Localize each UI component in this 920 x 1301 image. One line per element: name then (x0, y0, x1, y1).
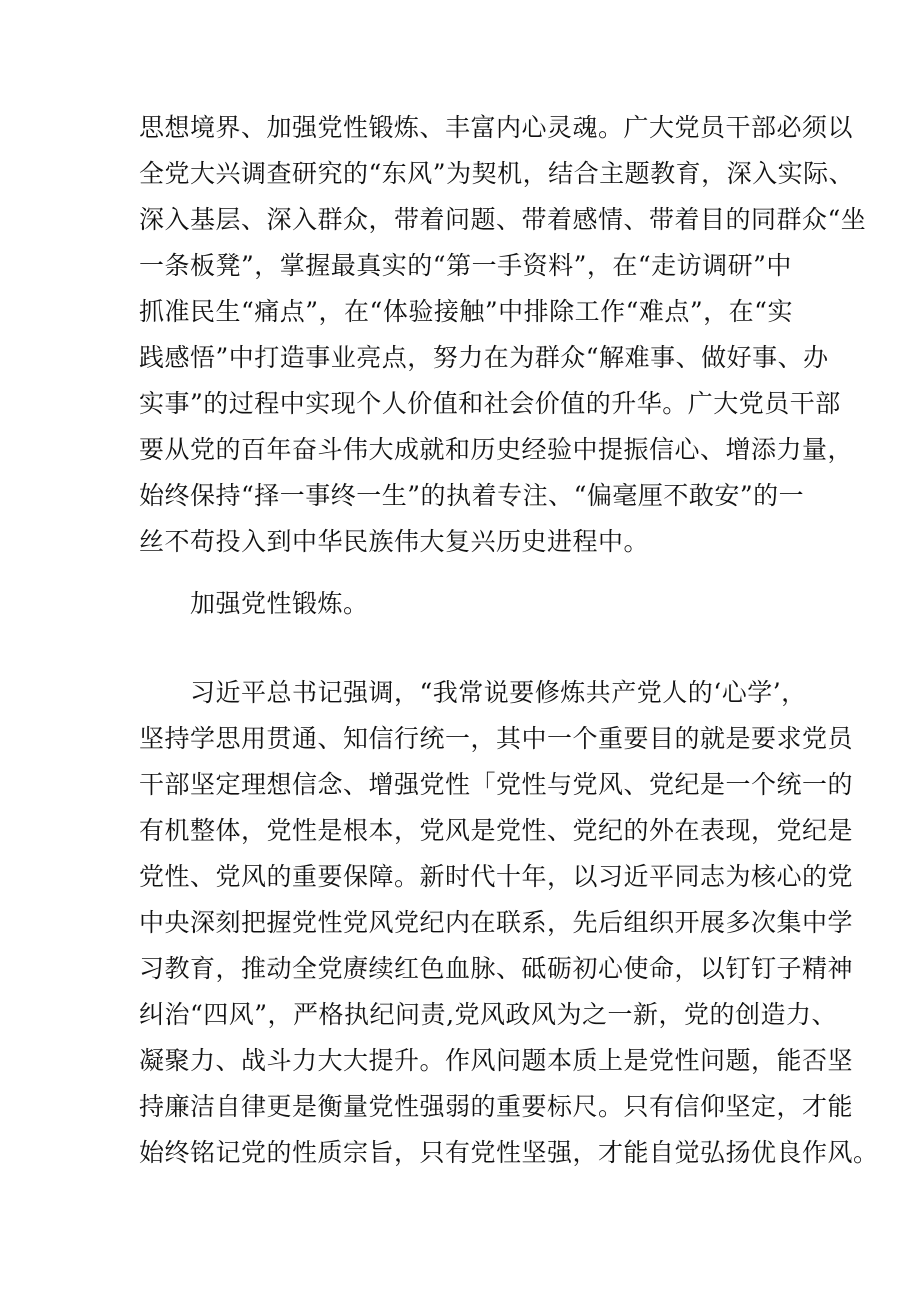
paragraph-3 (139, 670, 879, 1176)
text-line: 深入基层、深入群众，带着问题、带着感情、带着目的同群众“坐 (139, 205, 867, 234)
text-line: 一条板凳”，掌握最真实的“第一手资料”，在“走访调研”中 (139, 251, 792, 280)
section-heading: 加强党性锻炼。 (139, 589, 369, 618)
text-line: 始终保持“择一事终一生”的执着专注、“偏毫厘不敢安”的一 (139, 481, 805, 510)
text-line: 持廉洁自律更是衡量党性强弱的重要标尺。只有信仰坚定，才能 (139, 1092, 854, 1121)
text-line: 党性、党风的重要保障。新时代十年，以习近平同志为核心的党 (139, 862, 854, 891)
text-line: 中央深刻把握党性党风党纪内在联系，先后组织开展多次集中学 (139, 908, 854, 937)
text-line: 凝聚力、战斗力大大提升。作风问题本质上是党性问题，能否坚 (139, 1046, 854, 1075)
text-line: 习近平总书记强调，“我常说要修炼共产党人的‘心学’， (139, 678, 807, 707)
text-line: 全党大兴调查研究的“东风”为契机，结合主题教育，深入实际、 (139, 159, 855, 188)
text-line: 有机整体，党性是根本，党风是党性、党纪的外在表现，党纪是 (139, 816, 854, 845)
text-line: 坚持学思用贯通、知信行统一，其中一个重要目的就是要求党员 (139, 724, 854, 753)
text-line: 习教育，推动全党赓续红色血脉、砥砺初心使命，以钉钉子精神 (139, 954, 854, 983)
text-line: 抓准民生“痛点”，在“体验接触”中排除工作“难点”，在“实 (139, 297, 793, 326)
text-line: 要从党的百年奋斗伟大成就和历史经验中提振信心、增添力量， (139, 435, 854, 464)
text-line: 纠治“四风”，严格执纪问责,党风政风为之一新，党的创造力、 (139, 1000, 838, 1029)
text-line: 思想境界、加强党性锻炼、丰富内心灵魂。广大党员干部必须以 (139, 113, 854, 142)
section-heading-paragraph (139, 581, 799, 627)
text-line: 干部坚定理想信念、增强党性「党性与党风、党纪是一个统一的 (139, 770, 854, 799)
text-line: 践感悟”中打造事业亮点，努力在为群众“解难事、做好事、办 (139, 343, 829, 372)
paragraph-1 (139, 105, 867, 565)
text-line: 实事”的过程中实现个人价值和社会价值的升华。广大党员干部 (139, 389, 841, 418)
text-line: 丝不苟投入到中华民族伟大复兴历史进程中。 (139, 527, 650, 556)
text-line: 始终铭记党的性质宗旨，只有党性坚强，才能自觉弘扬优良作风。 (139, 1138, 879, 1167)
